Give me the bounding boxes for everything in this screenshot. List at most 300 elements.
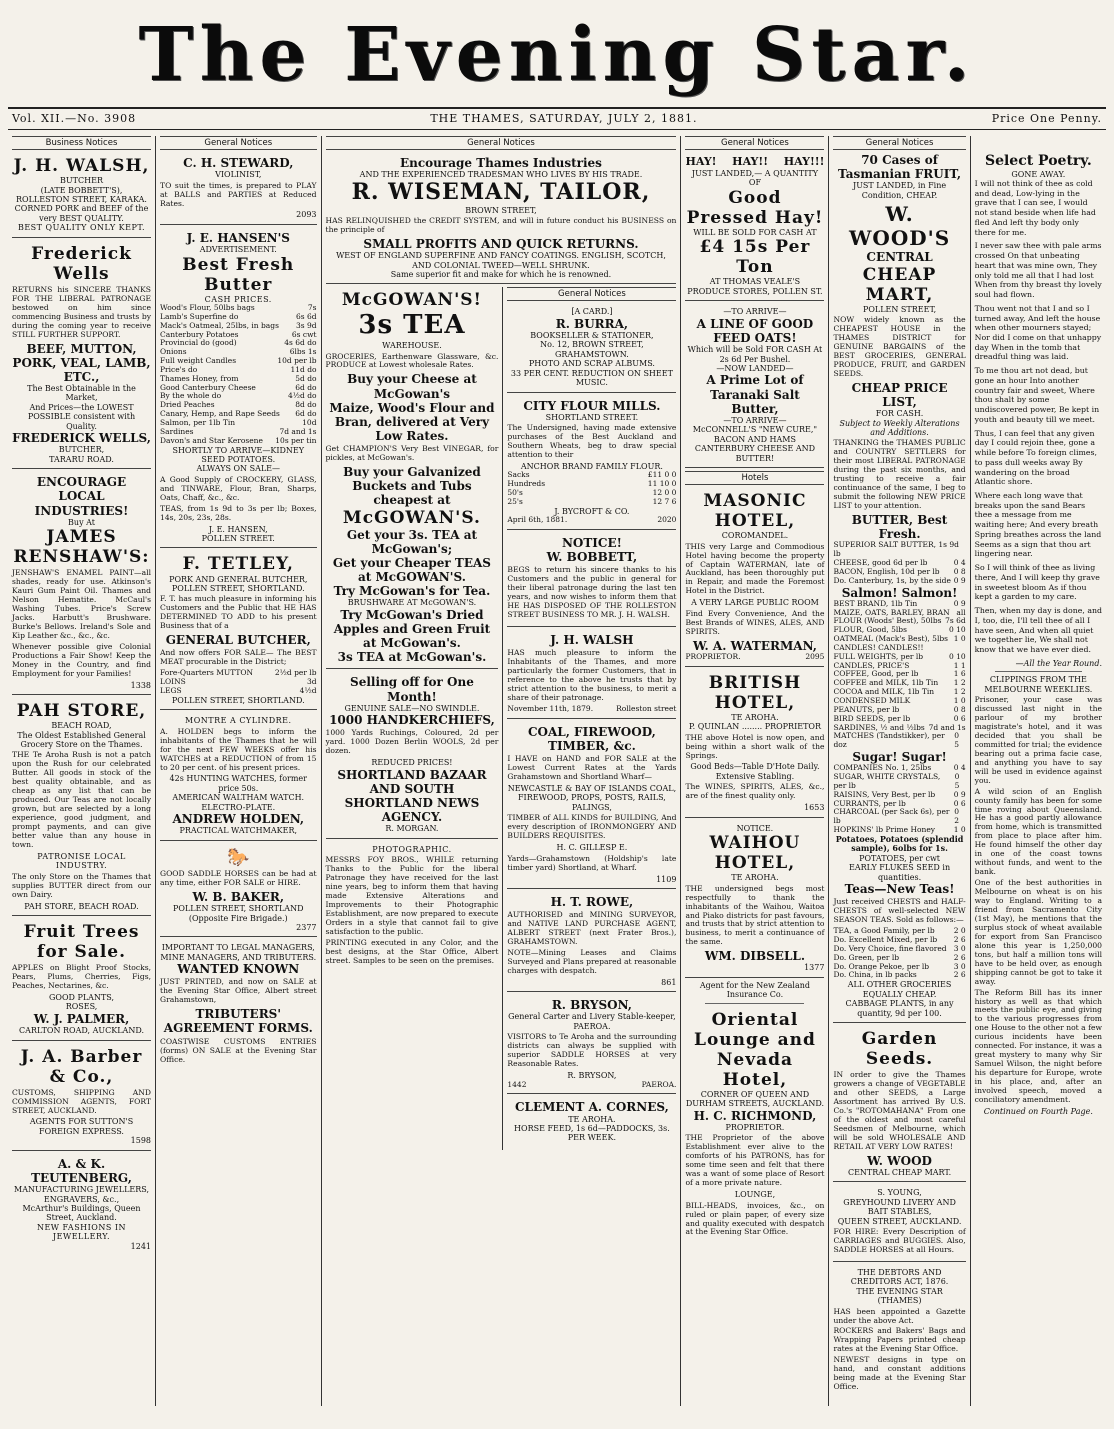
ad-line: BRUSHWARE AT McGOWAN'S. [347,598,477,608]
poem-title: GONE AWAY. [1011,169,1066,179]
ad-title: R. BRYSON, [551,998,632,1013]
ad-burra [507,304,676,392]
ad-title: NOTICE! [561,536,622,551]
ad-line: TE AROHA. [731,712,779,722]
item-name: Do. Green, per lb [833,952,900,962]
price-row [507,498,676,507]
ad-title: CENTRAL [866,250,933,265]
item-price: 3d [306,677,317,687]
item-name: CHEESE, good 6d per lb [833,558,928,567]
divider [995,671,1082,672]
ad-line: ANCHOR BRAND FAMILY FLOUR. [520,462,663,472]
ad-line: WILL BE SOLD FOR CASH AT [693,227,817,237]
price-list [833,764,965,835]
item-name: HOPKINS' lb Prime Honey [833,825,936,835]
ad-line: JUST LANDED, in Fine Condition, CHEAP. [852,181,947,200]
poem-stanza: Where each long wave that breaks upon the sand Bears thee a message from me waiting here; And every breath Spring breathes across the land Seems as a sign that thou art lingering near. [974,491,1102,559]
hay-word: HAY!!! [783,155,825,169]
price-row [833,808,965,826]
ad-line: 33 PER CENT. REDUCTION ON SHEET MUSIC. [510,368,673,388]
ad-footer-row [507,705,676,714]
column-3-split [326,287,677,1149]
item-name: Do. Very Choice, fine flavored [833,943,947,953]
ad-walsh-2 [507,630,676,719]
article-body [975,696,1102,1105]
ad-signature: J. E. HANSEN, [208,524,268,534]
item-name: PEANUTS, per lb [833,704,900,714]
item-price: 2½d per lb [274,668,317,678]
column-5 [829,136,970,1406]
ad-mcgowan [326,287,499,669]
ad-line: MANUFACTURING JEWELLERS, ENGRAVERS, &c., [14,1185,149,1204]
ad-title: Maize, Wood's Flour and Bran, delivered at Very Low Rates. [329,400,495,444]
ad-signature: W. WOOD [867,1153,932,1168]
ad-body: HAS much pleasure to inform the Inhabitants of the Thames, and more particularly the former Customers, that in reference to the above he trusts that by strict attention to the business, to merit a share of their patronage. [507,648,677,703]
ad-line: BOOKSELLER & STATIONER, [530,330,654,340]
ad-line: NEWCASTLE & BAY OF ISLANDS COAL, [507,784,677,794]
ad-signature: R. MORGAN. [385,824,439,834]
item-name: FULL WEIGHTS, per lb [833,651,924,661]
item-price: 4½d do [287,391,317,401]
ad-line: ROLLESTON STREET, KARAKA. [16,194,147,204]
ad-title: WAIHOU HOTEL, [709,833,801,874]
price-list [160,304,317,446]
ad-masonic-hotel [685,488,824,667]
ad-line: Rolleston street [616,704,677,714]
ad-signature: H. C. RICHMOND, [693,1108,817,1123]
ad-body: APPLES on Blight Proof Stocks, Pears, Plums, Cherries, Figs, Peaches, Nectarines, &c. [12,963,152,991]
price-row [833,732,965,750]
column-3-left [326,287,504,1149]
ad-title: S. YOUNG, [877,1188,922,1198]
item-price: all [956,607,966,617]
price-row [160,678,317,687]
ad-teutenberg [12,1154,151,1255]
ad-line: Same superior fit and make for which he is renowned. [390,269,612,279]
ad-body: RETURNS his SINCERE THANKS FOR THE LIBERAL PATRONAGE bestowed on him since commencing Business and trusts by during the coming year to receive STILL FURTHER SUPPORT. [12,284,152,339]
article-paragraph: The Reform Bill has its inner history as well as that which meets the public eye, and giving to the various progresses from one House to the other not a few curious incidents have been connected. For instance, it was a great mystery to many why Sir Samuel Wilson, the night before his departure for Europe, wrote in his place, and, after an involved speech, moved a conciliatory amendment. [974,987,1102,1104]
ad-footer-row [507,516,676,525]
ad-body: The WINES, SPIRITS, ALES, &c., are of the finest quality only. [685,782,825,801]
ad-mine-forms [160,940,317,1070]
poem-stanza: Then, when my day is done, and I, too, die, I'll tell thee of all I have seen, And when all quiet we together lie, We shall not know that we have ever died. [974,606,1102,655]
ad-body: Whenever possible give Colonial Productions a Fair Show! Keep the Money in the Country, and find Employment for your Families! [12,641,152,678]
ad-line: TE AROHA. [568,1114,616,1124]
ad-body: F. T. has much pleasure in informing his Customers and the Public that HE HAS DETERMINED TO ADD to his present Business that of a [160,594,317,631]
item-price: 10s per tin [275,435,317,445]
item-name: BIRD SEEDS, per lb [833,713,911,723]
item-price: 0 10 [948,651,966,661]
section-header: Hotels [685,471,824,485]
ad-body: NOW widely known as the CHEAPEST HOUSE in the THAMES DISTRICT for GENUINE BARGAINS of the BEST GROCERIES, GENERAL PRODUCE, FRUIT, and GARDEN SEEDS. [833,315,966,378]
item-name: FLOUR, Good, 5lbs [833,625,907,635]
poem-stanza: I will not think of thee as cold and dead, Low-lying in the grave that I can see, I would not stand beside when life had fled And left thy body only there for me. [974,178,1096,237]
price-list [833,927,965,980]
ad-line: BROWN STREET, [465,205,537,215]
ad-line: GOOD PLANTS, [49,993,115,1003]
ad-body: BILL-HEADS, invoices, &c., on ruled or plain paper, of every size and quality executed with despatch at the Evening Star Office. [685,1200,825,1237]
ad-bryson [507,995,676,1094]
ad-title: JAMES RENSHAW'S: [13,527,150,568]
item-name: Fore-Quarters MUTTON [160,668,254,678]
ad-number: 2020 [657,515,677,525]
item-name: Canary, Hemp, and Rape Seeds [160,409,280,419]
ad-body: IN order to give the Thames growers a change of VEGETABLE and other SEEDS, a Large Assortment has arrived By U.S. Co.'s "ROTOMAHANA" From one of the oldest and most careful Seedsmen of Melbourne, which will be sold WHOLESALE AND RETAIL AT VERY LOW RATES! [833,1070,966,1151]
ad-title: W. BOBBETT, [546,550,638,565]
item-name: MATCHES (Tandstikker), per doz [833,731,945,750]
ad-waihou-hotel [685,821,824,978]
price-row [160,687,317,696]
ad-line: NEW FASHIONS IN JEWELLERY. [36,1222,127,1242]
ad-body: Get CHAMPION'S Very Best VINEGAR, for pickles, at McGowan's. [325,444,499,463]
ad-line: General Carter and Livery Stable-keeper, PAEROA. [508,1012,676,1031]
ad-line: EARLY FLUKES SEED in quantities. [849,863,951,882]
item-name: COFFEE and MILK, 1lb Tin [833,678,939,688]
ad-bobbett [507,533,676,627]
ad-line: TARARU ROAD. [49,454,114,464]
article-paragraph: A wild scion of an English county family has been for some time roving about Queensland. He has a good partly allowance from home, which is transmitted from place to place after him. He found himself the other day in one of the coast towns without funds, and went to the bank. [974,786,1102,877]
item-name: SARDINES, ½ and ½lbs [833,722,925,732]
ad-line: AT THOMAS VEALE'S [709,277,801,287]
ad-title: Teas—New Teas! [844,882,955,897]
ad-number: 2095 [805,651,825,661]
poem-stanza: Thou went not that I and so I turned away, And left the house when other mourners stayed; Nor did I come on that unhappy day When in the tomb that dreadful thing was laid. [974,303,1102,362]
section-header: Business Notices [12,136,151,150]
ad-line: PRODUCE STORES, POLLEN ST. [687,286,823,296]
ad-body: HAS been appointed a Gazette under the above Act. [833,1306,966,1325]
item-price: 7s 6d [945,616,966,626]
ad-line: Potatoes, Potatoes (splendid sample), 6olbs for 1s. [835,833,964,854]
ad-title: A. & K. TEUTENBERG, [31,1156,132,1185]
ad-title: PHOTOGRAPHIC. [372,844,452,854]
ad-line: POLLEN STREET, [862,304,937,314]
ad-line: BEEF, MUTTON, PORK, VEAL, LAMB, ETC., [12,341,151,384]
ad-title: THE DEBTORS AND CREDITORS ACT, 1876. [850,1267,949,1287]
ad-line: CORNER OF QUEEN AND DURHAM STREETS, AUCKLAND. [685,1089,825,1109]
ad-line: Extensive Stabling. [715,771,795,781]
ad-line: —TO ARRIVE— [723,415,787,425]
item-price: 12 7 6 [652,496,677,506]
item-name: COCOA and MILK, 1lb Tin [833,687,935,697]
ad-title: C. H. STEWARD, [183,156,294,171]
ad-body: A. HOLDEN begs to inform the inhabitants of the Thames that he will for the next FEW WEEKS offer his WATCHES at a REDUCTION of from 15 to 20 per cent. of his present prices. [160,726,317,772]
columns [8,136,1106,1406]
ad-signature: ANDREW HOLDEN, [172,812,305,827]
ad-title: Oriental Lounge and Nevada Hotel, [693,1009,816,1090]
price-row [833,773,965,791]
ad-line: CABBAGE PLANTS, in any quantity, 9d per 100. [845,999,954,1018]
continued-note: Continued on Fourth Page. [983,1106,1093,1116]
ad-body: VISITORS to Te Aroha and the surrounding districts can always be supplied with superior SADDLE HORSES at very Reasonable Rates. [507,1032,677,1069]
ad-line: FIREWOOD, PROPS, POSTS, RAILS, PALINGS, [518,793,666,812]
hay-word: HAY! [685,155,717,169]
item-price: 0 5 [954,731,960,750]
ad-line: QUEEN STREET, AUCKLAND. [837,1216,962,1226]
item-name: SUPERIOR SALT BUTTER, 1s 9d lb [833,540,959,559]
ad-title: A Prime Lot of Taranaki Salt Butter, [706,373,804,416]
item-name: Do. China, in lb packs [833,970,917,980]
section-header: General Notices [160,136,317,150]
ad-body: FOR HIRE: Every Description of CARRIAGES and BUGGIES. Also, SADDLE HORSES at all Hours. [833,1226,966,1254]
ad-line: AGENTS FOR SUTTON'S FOREIGN EXPRESS. [29,1117,134,1136]
ad-title: J. H. WALSH [550,633,634,648]
ad-title: CHEAP MART, [862,264,937,305]
item-name: Canterbury Potatoes [160,329,239,339]
item-price: 2 6 [953,970,966,980]
ad-line: P. QUINLAN ........ PROPRIETOR [688,722,821,732]
ad-title: Fruit Trees for Sale. [23,922,140,963]
ad-line: A VERY LARGE PUBLIC ROOM [691,598,819,608]
ad-line: PRACTICAL WATCHMAKER, [179,826,298,836]
item-price: 6d do [295,409,317,419]
ad-line: NOTICE. [736,823,774,833]
ad-body: PRINTING executed in any Color, and the best designs, at the Star Office, Albert street. Samples to be seen on the premises. [325,937,499,965]
ad-line: ADVERTISEMENT. [199,245,277,255]
poem-stanza: I never saw thee with pale arms crossed On that unbeating heart that was mine own, They only told me all that I had lost When from thy breast thy lovely soul had flown. [974,241,1102,300]
ad-line: And Prices—the LOWEST POSSIBLE consistent with Quality. [27,402,136,431]
item-price: 12 0 0 [652,488,677,498]
ad-line: ALL OTHER GROCERIES EQUALLY CHEAP. [847,980,952,999]
ad-young [833,1185,965,1262]
ad-title: 1000 HANDKERCHIEFS, [329,713,495,728]
ad-title: Try McGowan's Dried Apples and Green Fruit at McGowan's. [333,607,491,651]
item-price: 1 2 [953,678,966,688]
item-name: Do. Canterbury, 1s, by the side [833,575,951,585]
price-row [160,437,317,446]
ad-body: COASTWISE CUSTOMS ENTRIES (forms) ON SALE at the Evening Star Office. [160,1036,317,1064]
ad-title: Encourage Thames Industries [400,156,602,171]
item-price: 0 4 [953,558,966,567]
ad-wells [12,241,151,470]
ad-cornes [507,1097,676,1146]
ad-number: 2377 [296,922,317,932]
ad-title: J. E. HANSEN'S [186,230,290,245]
ad-british-hotel [685,670,824,818]
ad-rowe [507,892,676,992]
ad-signature: W. A. WATERMAN, [692,638,817,653]
ad-signature: WM. DIBSELL. [704,949,806,964]
ad-garden-seeds [833,1026,965,1182]
ad-line: GENUINE SALE—NO SWINDLE. [344,703,480,713]
item-name: Good Canterbury Cheese [160,382,256,392]
ad-number: 861 [661,977,677,987]
ad-body: JUST PRINTED, and now on SALE at the Evening Star Office, Albert street Grahamstown, [160,977,317,1005]
ad-footer-row [685,653,824,662]
ad-title: J. H. WALSH, [13,156,150,177]
ad-body: THE Proprietor of the above Establishment ever alive to the comforts of his PATRONS, has for some time seen and felt that there was a want of some place of Resort of a more private nature. [685,1133,825,1188]
ad-title: J. A. Barber & Co., [20,1046,143,1087]
ad-line: AND THE EXPERIENCED TRADESMAN WHO LIVES BY HIS TRADE. [359,170,643,180]
ad-line: McArthur's Buildings, Queen Street, Auckland. [22,1203,141,1223]
ad-line: McCONNELL'S "NEW CURE," BACON AND HAMS CANTERBURY CHEESE AND BUTTER! [692,425,818,463]
item-name: LEGS [160,685,182,695]
ad-number: 1598 [130,1136,152,1146]
item-price: 2 6 [953,952,966,962]
ad-line: PROPRIETOR. [685,651,741,661]
item-price: 4½d [299,685,317,695]
ad-oats-butter [685,304,824,468]
ad-title: F. TETLEY, [182,554,294,575]
ad-line: FOR CASH. [875,409,924,419]
ad-hansen [160,228,317,549]
ad-title: Buy your Galvanized Buckets and Tubs cheapest at [343,465,481,508]
item-price: 1 0 [953,825,966,835]
ad-line: HORSE FEED, 1s 6d—PADDOCKS, 3s. PER WEEK. [514,1123,670,1143]
ad-signature: R. BRYSON, [567,1071,617,1081]
ad-line: TE AROHA. [731,873,779,883]
ad-body: NEWEST designs in type on hand, and constant additions being made at the Evening Star Office. [833,1355,966,1392]
ad-body: I HAVE on HAND and FOR SALE at the Lowest Current Rates at the Yards Grahamstown and Shortland Wharf— [507,754,677,782]
volume-number: Vol. XII.—No. 3908 [12,111,137,125]
ad-title: R. BURRA, [555,316,629,331]
ad-line: BUTCHER, [58,445,105,455]
ad-body: Find Every Convenience, And the Best Brands of WINES, ALES, AND SPIRITS. [685,608,825,636]
ad-title: Frederick Wells [31,243,132,284]
ad-title: BRITISH HOTEL, [708,672,802,713]
item-name: Salmon, per 1lb Tin [160,418,236,427]
item-price: 0 10 [948,625,966,635]
ad-title: A LINE OF GOOD FEED OATS! [696,316,814,345]
ad-title: CLEMENT A. CORNES, [514,1100,669,1115]
poem-body [975,179,1102,655]
ad-number: 1442 [507,1079,527,1089]
item-price: 8d do [295,400,317,410]
ad-body: GROCERIES, Earthenware Glassware, &c. PRODUCE at Lowest wholesale Rates. [325,351,499,370]
ad-number: 1109 [656,874,677,884]
ad-title: Sugar! Sugar! [852,750,947,765]
ad-title: COAL, FIREWOOD, TIMBER, &c. [527,724,656,754]
ad-line: No. 12, BROWN STREET, GRAHAMSTOWN. [540,340,644,359]
price-list [160,669,317,696]
ad-title: SHORTLAND BAZAAR AND SOUTH SHORTLAND NEWS AGENCY. [337,767,487,825]
ad-title: MASONIC HOTEL, [703,491,807,532]
ad-line: PAEROA. [641,1079,677,1089]
ad-title: SMALL PROFITS AND QUICK RETURNS. [363,236,639,251]
ad-body: TEAS, from 1s 9d to 3s per lb; Boxes, 14s, 20s, 23s, 28s. [160,503,317,522]
poem-stanza: To me thou art not dead, but gone an hour Into another country fair and sweet, Where thou shalt by some undiscovered power, Be kept in youth and beauty till we meet. [974,366,1100,424]
ad-line: CARLTON ROAD, AUCKLAND. [19,1026,144,1036]
item-price: 0 8 [953,566,966,576]
ad-number: 1241 [130,1241,152,1251]
insurance-agent-line: Agent for the New Zealand Insurance Co. [699,980,810,1000]
ad-selling-off [326,672,499,838]
ad-title: CITY FLOUR MILLS. [523,398,661,413]
ad-body: THANKING the THAMES PUBLIC and COUNTRY SETTLERS for their most LIBERAL PATRONAGE during the past six months, and trusting to receive a fair continuance of the same, I beg to submit the following NEW PRICE LIST to your attention. [833,438,966,511]
ad-body: GOOD SADDLE HORSES can be had at any time, either FOR SALE or HIRE. [160,869,317,887]
ad-line: WEST OF ENGLAND SUPERFINE AND FANCY COATINGS. ENGLISH, SCOTCH, AND COLONIAL TWEED—WELL SHRUNK. [336,251,666,270]
ad-title: Get your Cheaper TEAS at McGOWAN'S. [332,555,491,585]
item-price: 0 9 [953,598,966,608]
item-price: 1 0 [953,695,966,705]
ad-title: Try McGowan's for Tea. [333,584,491,599]
item-price: 10d per lb [277,356,317,366]
ad-body: THE Te Aroha Rush is not a patch upon the Rush for our celebrated Butter. All goods in stock of the best quality obtainable, and as cheap as any list that can be produced. Our Teas are not locally grown, but are selected by a long experience, good judgment, and prompt payments, and can give better value than any house in town. [12,750,152,849]
ad-body: HAS RELINQUISHED the CREDIT SYSTEM, and will in future conduct his BUSINESS on the principle of [325,216,677,234]
ad-photographic [326,842,499,972]
issue-date: THE THAMES, SATURDAY, JULY 2, 1881. [430,111,698,125]
ad-body: CUSTOMS, SHIPPING AND COMMISSION AGENTS, FORT STREET, AUCKLAND. [12,1087,152,1115]
price-list [833,600,965,750]
item-price: 0 9 [953,575,966,585]
ad-line: THE EVENING STAR (THAMES) [856,1286,943,1306]
ad-line: CORNED PORK and BEEF of the very BEST QUALITY. [14,204,149,223]
ad-wiseman [326,153,677,284]
ad-body: NOTE—Mining Leases and Claims Surveyed and Plans prepared at reasonable charges with despatch. [507,947,677,975]
item-price: 7d and 1s [279,426,317,436]
ad-line: POLLEN STREET, SHORTLAND (Opposite Fire Brigade.) [173,904,304,923]
item-name: BACON, English, 10d per lb [833,566,940,576]
ad-title: TRIBUTERS' AGREEMENT FORMS. [163,1007,313,1036]
ad-title: McGOWAN'S. [342,507,481,528]
ad-line: [A CARD.] [571,307,613,317]
ad-barber [12,1044,151,1151]
column-3-right [503,287,676,1149]
ad-line: SHORTLAND STREET. [545,412,639,422]
item-price: 1 6 [953,669,966,679]
ad-line: PATRONISE LOCAL INDUSTRY. [37,851,126,871]
item-name: CHARCOAL (per Sack 6s), per lb [833,807,950,826]
ad-line: Subject to Weekly Alterations and Additions. [839,418,960,437]
hay-word: HAY!! [732,155,769,169]
ad-body: The Undersigned, having made extensive purchases of the Best Auckland and Southern Wheats, beg to draw special attention to their [507,423,677,460]
item-price: 10d [302,418,317,427]
item-name: COFFEE, Good, per lb [833,669,919,679]
ad-title: McGOWAN'S! [341,290,483,311]
item-price: 11 10 0 [647,479,677,489]
poem-stanza: So I will think of thee as living there, And I will keep thy grave in sweetest bloom As if thou kept a garden to my care. [974,563,1100,602]
item-price: 4s 6d do [284,338,317,348]
item-name: Thames Honey, from [160,373,239,383]
ad-line: WAREHOUSE. [382,341,442,351]
ad-title: GENERAL BUTCHER, [165,633,311,648]
item-name: By the whole do [160,391,222,401]
ad-title: Good Pressed Hay! [686,187,824,228]
item-name: Dried Peaches [160,400,215,410]
ad-debtors-act [833,1265,965,1398]
ad-title: CHEAP PRICE LIST, [851,380,948,409]
ad-city-flour-mills [507,396,676,531]
item-price: 1 0 [953,634,966,644]
ad-signature: FREDERICK WELLS, [12,431,151,446]
item-name: Sardines [160,426,194,436]
ad-body: ROCKERS and Bakers' Bags and Wrapping Papers printed cheap rates at the Evening Star Office. [833,1326,966,1354]
ad-title: IMPORTANT TO LEGAL MANAGERS, MINE MANAGERS, AND TRIBUTERS. [160,943,317,962]
item-name: Full weight Candles [160,356,237,366]
ad-title: £4 15s Per Ton [699,237,811,278]
section-header: General Notices [833,136,965,150]
item-price: 0 2 [954,807,959,826]
item-price: 7d and 1s [928,722,966,732]
newspaper-page [8,5,1106,1419]
ad-signature: PAH STORE, BEACH ROAD. [24,901,139,911]
ad-line: CENTRAL CHEAP MART. [847,1167,952,1177]
item-name: LOINS [160,677,186,687]
ad-fruit-trees [12,919,151,1040]
ad-body: TO suit the times, is prepared to PLAY at BALLS and PARTIES at Reduced Rates. [160,180,317,208]
ad-title: R. WISEMAN, TAILOR, [351,178,651,205]
price-row [507,489,676,498]
item-name: CANDLES, PRICE'S [833,660,910,670]
column-2 [156,136,322,1406]
ad-line: CASH PRICES. [204,294,272,304]
ad-signature: J. BYCROFT & CO. [554,506,630,516]
poem-stanza: Thus, I can feel that any given day I could rejoin thee, gone a while before To foreign climes, to pass dull weeks away By wandering on the broad Atlantic shore. [974,428,1097,487]
ad-line: (LATE BOBBETT'S), [40,185,123,195]
item-name: Davon's and Star Kerosene [160,435,263,445]
ad-title: BUTTER, Best Fresh. [851,513,948,542]
ad-number: 2093 [296,210,317,220]
ad-title: Buy your Cheese at McGowan's [347,372,477,401]
